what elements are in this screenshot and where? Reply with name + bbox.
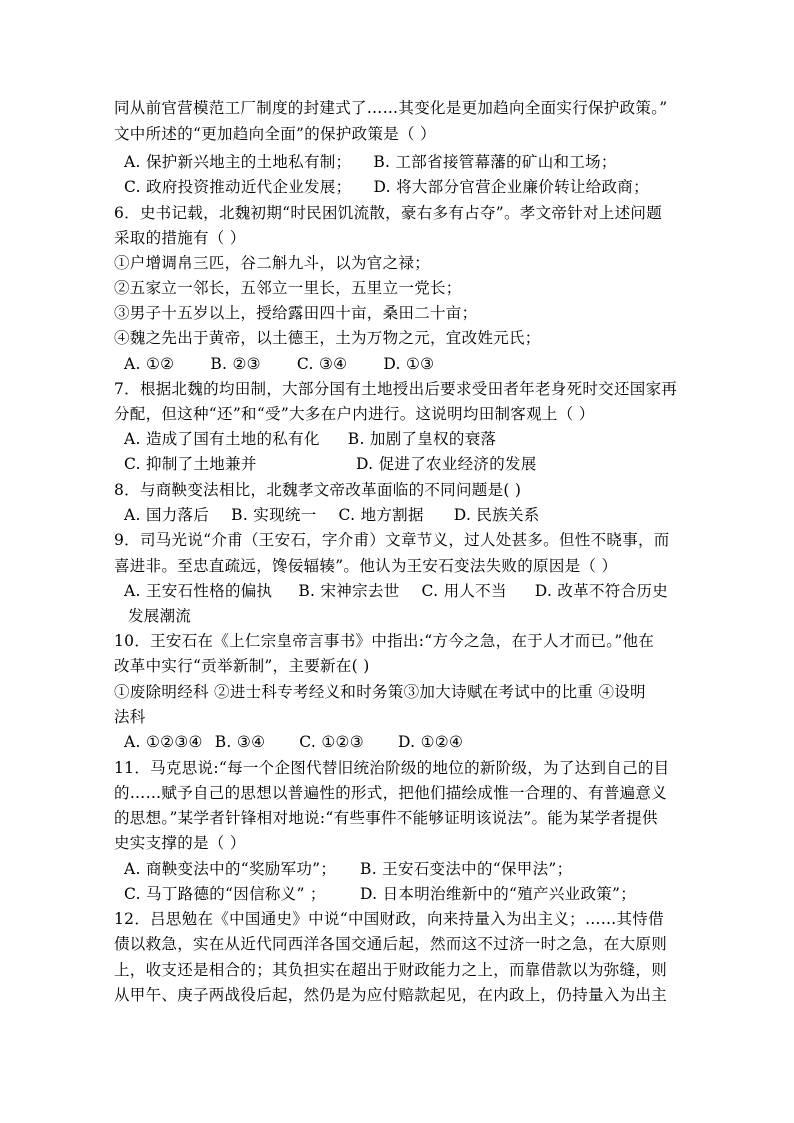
q7-options-row-1 [124, 427, 496, 452]
option-a: A. ①②③④ [124, 733, 203, 751]
option-a: A. 保护新兴地主的土地私有制； [124, 153, 352, 171]
q10-stem-line-2: 改革中实行“贡举新制”，主要新在( ) [114, 657, 370, 675]
q7-stem-line-2: 分配，但这种“还”和“受”大多在户内进行。这说明均田制客观上（ ） [114, 405, 595, 423]
option-c: C. 抑制了土地兼并 [124, 455, 257, 473]
q11-options-row-2 [124, 882, 636, 907]
option-b: B. 工部省接管幕藩的矿山和工场； [373, 153, 617, 171]
option-a: A. 造成了国有土地的私有化 [124, 430, 320, 448]
option-d: D. ①③ [383, 355, 435, 373]
q6-stem-line-1: 6．史书记载，北魏初期“时民困饥流散，豪右多有占夺”。孝文帝针对上述问题 [114, 204, 663, 222]
option-c: C. 用人不当 [421, 582, 507, 600]
intro-line-1: 同从前官营模范工厂制度的封建式了……其变化是更加趋向全面实行保护政策。” [114, 99, 668, 117]
q6-item-3: ③男子十五岁以上，授给露田四十亩，桑田二十亩； [114, 304, 478, 322]
q7-options-row-2 [124, 452, 537, 477]
option-d: D. 日本明治维新中的“殖产兴业政策”； [360, 885, 637, 903]
q10-options [124, 730, 463, 755]
q10-items-line-2: 法科 [114, 708, 146, 726]
option-c: C. 马丁路德的“因信称义” ； [124, 885, 326, 903]
q12-stem-line-3: 上，收支还是相合的；其负担实在超出于财政能力之上，而靠借款以为弥缝，则 [114, 961, 668, 979]
option-b: B. ③④ [214, 733, 266, 751]
q6-options [124, 352, 434, 377]
option-a: A. 国力落后 [124, 506, 210, 524]
option-c: C. ①②③ [299, 733, 364, 751]
q12-stem-line-2: 债以救急，实在从近代同西洋各国交通后起，然而这不过济一时之急，在大原则 [114, 935, 668, 953]
option-a: A. 商鞅变法中的“奖励军功”； [124, 860, 337, 878]
q11-stem-line-1: 11．马克思说:“每一个企图代替旧统治阶级的地位的新阶级，为了达到自己的目 [114, 759, 670, 777]
q6-item-2: ②五家立一邻长，五邻立一里长，五里立一党长； [114, 279, 462, 297]
option-d: D. ①②④ [397, 733, 464, 751]
option-b: B. 王安石变法中的“保甲法”； [360, 860, 573, 878]
q11-stem-line-4: 史实支撑的是（ ） [114, 834, 246, 852]
q7-stem-line-1: 7．根据北魏的均田制，大部分国有土地授出后要求受田者年老身死时交还国家再 [114, 380, 678, 398]
option-c: C. ③④ [296, 355, 348, 373]
option-a: A. ①② [124, 355, 175, 373]
q10-items-line-1: ①废除明经科 ②进士科专考经义和时务策③加大诗赋在考试中的比重 ④设明 [114, 683, 646, 701]
q6-item-4: ④魏之先出于黄帝，以土德王，土为万物之元，宜改姓元氏； [114, 329, 541, 347]
option-c: C. 政府投资推动近代企业发展； [124, 178, 352, 196]
option-a: A. 王安石性格的偏执 [124, 582, 273, 600]
q8-options [124, 503, 540, 528]
q12-stem-line-1: 12．吕思勉在《中国通史》中说“中国财政，向来持量入为出主义；……其恃借 [114, 910, 664, 928]
q9-stem-line-1: 9．司马光说“介甫（王安石，字介甫）文章节义，过人处甚多。但性不晓事，而 [114, 531, 670, 549]
option-c: C. 地方割据 [338, 506, 424, 524]
option-b: B. 实现统一 [231, 506, 317, 524]
q6-item-1: ①户增调帛三匹，谷二斛九斗，以为官之禄； [114, 254, 431, 272]
intro-question-stem: 文中所述的“更加趋向全面”的保护政策是（ ） [114, 125, 436, 143]
q12-stem-line-4: 从甲午、庚子两战役后起，然仍是为应付赔款起见，在内政上，仍持量入为出主 [114, 986, 668, 1004]
q9-option-d-continuation: 发展潮流 [128, 607, 192, 625]
q9-stem-line-2: 喜进非。至忠直疏远，馋佞辐辏”。他认为王安石变法失败的原因是（ ） [114, 557, 618, 575]
option-d: D. 促进了农业经济的发展 [356, 455, 537, 473]
q6-stem-line-2: 采取的措施有（ ） [114, 229, 246, 247]
q8-stem: 8．与商鞅变法相比，北魏孝文帝改革面临的不同问题是( ) [114, 481, 522, 499]
option-d: D. 改革不符合历史 [534, 582, 669, 600]
q11-stem-line-2: 的……赋予自己的思想以普遍性的形式，把他们描绘成惟一合理的、有普遍意义 [114, 784, 668, 802]
option-d: D. 民族关系 [453, 506, 540, 524]
option-b: B. 宋神宗去世 [298, 582, 400, 600]
q11-stem-line-3: 的思想。”某学者针锋相对地说:“有些事件不能够证明该说法”。能为某学者提供 [114, 809, 658, 827]
q10-stem-line-1: 10．王安石在《上仁宗皇帝言事书》中指出:“方今之急，在于人才而已。”他在 [114, 632, 655, 650]
q11-options-row-1 [124, 857, 572, 882]
option-b: B. ②③ [210, 355, 261, 373]
intro-options-row-1 [124, 150, 617, 175]
q9-options [124, 579, 668, 604]
intro-options-row-2 [124, 175, 649, 200]
option-b: B. 加剧了皇权的衰落 [347, 430, 497, 448]
option-d: D. 将大部分官营企业廉价转让给政商； [373, 178, 649, 196]
